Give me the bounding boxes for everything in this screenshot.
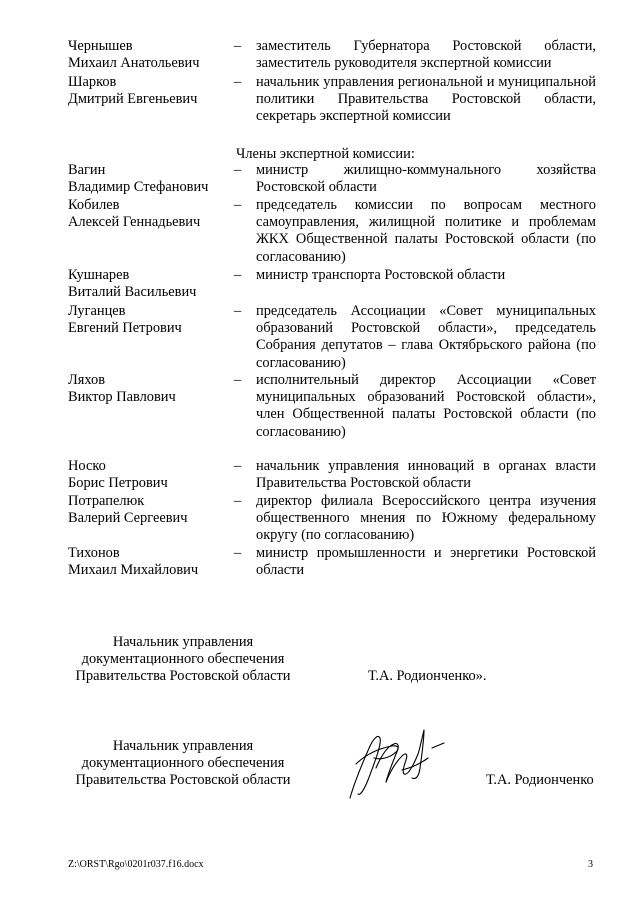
signatory-title-line: Начальник управления xyxy=(112,738,254,754)
person-name xyxy=(68,38,228,72)
person-given-names: Владимир Стефанович xyxy=(68,179,209,196)
person-surname: Луганцев xyxy=(68,303,126,319)
person-given-names: Евгений Петрович xyxy=(68,320,182,337)
page-number: 3 xyxy=(588,859,593,870)
person-role: председатель Ассоциации «Совет муниципальных образований Ростовской области», председатель Собрания депутатов – глава Октябрьского района (по согласованию) xyxy=(256,303,596,371)
person-name xyxy=(68,458,228,492)
person-given-names: Михаил Анатольевич xyxy=(68,55,200,72)
dash-separator: – xyxy=(234,74,242,90)
person-given-names: Михаил Михайлович xyxy=(68,562,199,579)
person-role: министр транспорта Ростовской области xyxy=(256,267,506,283)
members-heading: Члены экспертной комиссии: xyxy=(236,146,415,162)
signatory-title-line: документационного обеспечения xyxy=(81,755,285,772)
signatory-name-first: Т.А. Родионченко». xyxy=(368,668,487,684)
dash-separator: – xyxy=(234,197,242,213)
person-name xyxy=(68,197,228,231)
person-name xyxy=(68,267,228,301)
person-name xyxy=(68,74,228,108)
person-given-names: Виталий Васильевич xyxy=(68,284,197,301)
handwritten-signature xyxy=(340,724,452,806)
person-surname: Кобилев xyxy=(68,197,120,213)
person-given-names: Борис Петрович xyxy=(68,475,168,492)
person-role: исполнительный директор Ассоциации «Совет муниципальных образований Ростовской области», член Общественной палаты Ростовской области (по согласованию) xyxy=(256,372,596,440)
person-surname: Тихонов xyxy=(68,545,120,561)
person-role: министр промышленности и энергетики Ростовской области xyxy=(256,545,596,579)
person-role: начальник управления инноваций в органах власти Правительства Ростовской области xyxy=(256,458,596,492)
person-name xyxy=(68,545,228,579)
person-name xyxy=(68,303,228,337)
person-role: председатель комиссии по вопросам местного самоуправления, жилищной политике и проблемам ЖКХ Общественной палаты Ростовской области (по согласованию) xyxy=(256,197,596,265)
dash-separator: – xyxy=(234,458,242,474)
person-given-names: Алексей Геннадьевич xyxy=(68,214,201,231)
person-surname: Потрапелюк xyxy=(68,493,145,509)
person-role: директор филиала Всероссийского центра изучения общественного мнения по Южному федеральному округу (по согласованию) xyxy=(256,493,596,544)
dash-separator: – xyxy=(234,493,242,509)
person-name xyxy=(68,162,228,196)
signatory-title-line: Правительства Ростовской области xyxy=(75,668,291,685)
dash-separator: – xyxy=(234,303,242,319)
signatory-title-line: Начальник управления xyxy=(112,634,254,650)
person-given-names: Виктор Павлович xyxy=(68,389,176,406)
person-surname: Носко xyxy=(68,458,106,474)
signature-block-second xyxy=(68,738,298,790)
person-given-names: Дмитрий Евгеньевич xyxy=(68,91,198,108)
person-surname: Кушнарев xyxy=(68,267,130,283)
signatory-title-line: документационного обеспечения xyxy=(81,651,285,668)
person-role: министр жилищно-коммунального хозяйства Ростовской области xyxy=(256,162,596,196)
dash-separator: – xyxy=(234,372,242,388)
signatory-title-line: Правительства Ростовской области xyxy=(75,772,291,789)
dash-separator: – xyxy=(234,162,242,178)
signatory-name-second: Т.А. Родионченко xyxy=(486,772,594,788)
person-surname: Шарков xyxy=(68,74,117,90)
person-surname: Ляхов xyxy=(68,372,106,388)
person-given-names: Валерий Сергеевич xyxy=(68,510,188,527)
dash-separator: – xyxy=(234,267,242,283)
person-surname: Чернышев xyxy=(68,38,133,54)
person-name xyxy=(68,372,228,406)
person-role: заместитель Губернатора Ростовской области, заместитель руководителя экспертной комиссии xyxy=(256,38,596,72)
person-surname: Вагин xyxy=(68,162,106,178)
dash-separator: – xyxy=(234,38,242,54)
signature-block-first xyxy=(68,634,298,686)
person-name xyxy=(68,493,228,527)
person-role: начальник управления региональной и муниципальной политики Правительства Ростовской области, секретарь экспертной комиссии xyxy=(256,74,596,125)
footer-file-path: Z:\ORST\Rgo\0201r037.f16.docx xyxy=(68,859,204,870)
dash-separator: – xyxy=(234,545,242,561)
